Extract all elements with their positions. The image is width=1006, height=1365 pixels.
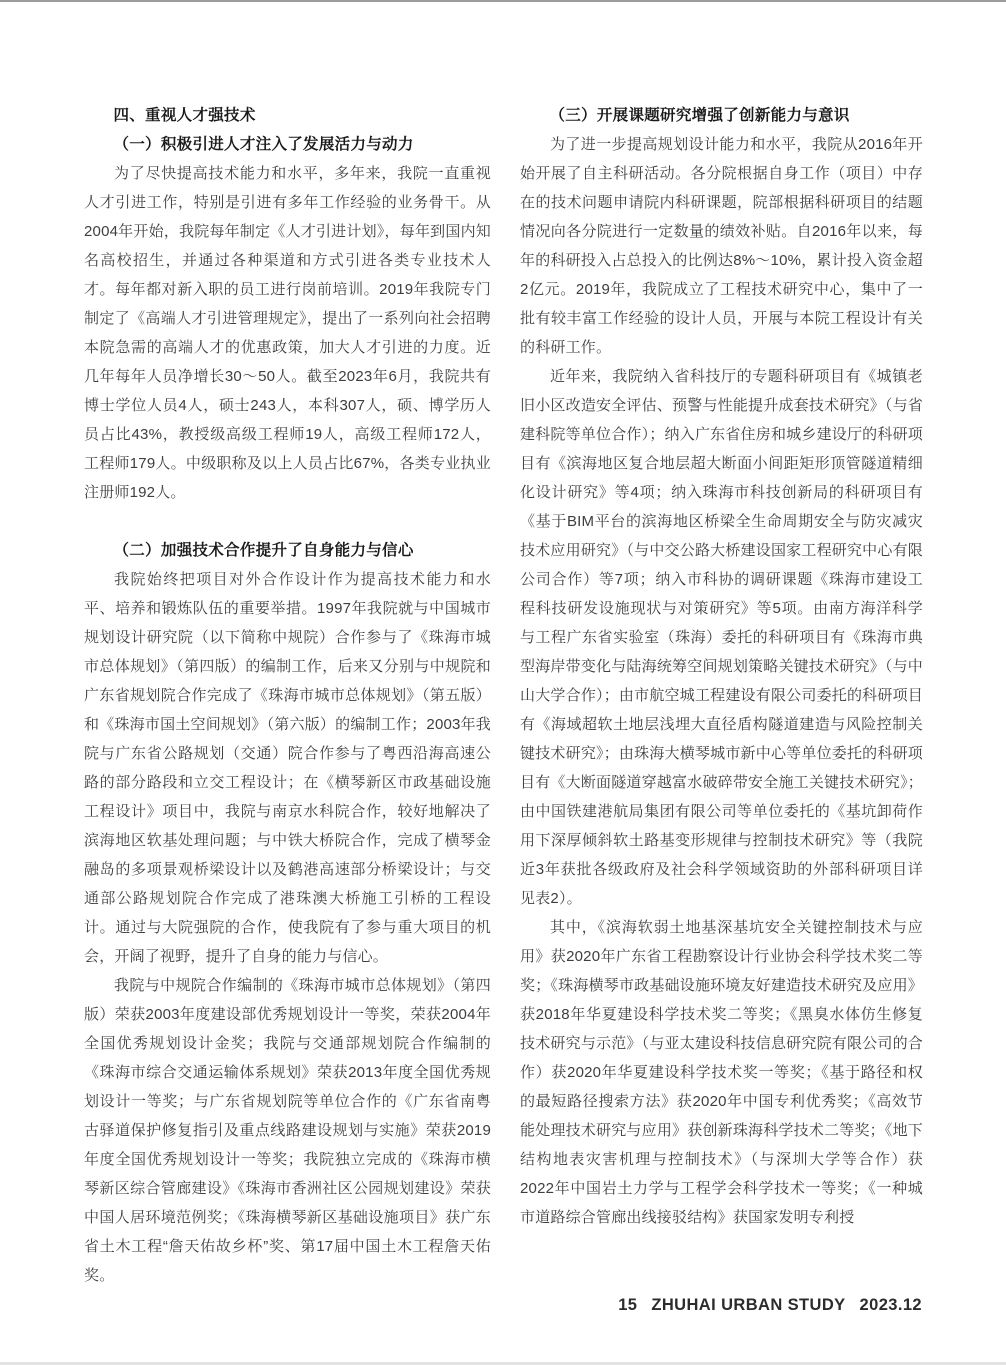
paragraph-awards: 我院与中规院合作编制的《珠海市城市总体规划》（第四版）荣获2003年度建设部优秀规划设计一等奖，荣获2004年全国优秀规划设计金奖；我院与交通部规划院合作编制的《珠海市综合交通运输体系规划》荣获2013年度全国优秀规划设计一等奖；与广东省规划院等单位合作的《广东省南粤古驿道保护修复指引及重点线路建设规划与实施》荣获2019年度全国优秀规划设计一等奖；我院独立完成的《珠海市横琴新区综合管廊建设》《珠海市香洲社区公园规划建设》荣获中国人居环境范例奖；《珠海横琴新区基础设施项目》获广东省土木工程“詹天佑故乡杯”奖、第17届中国土木工程詹天佑奖。 [84, 977, 491, 1284]
paragraph-research-intro: 为了进一步提高规划设计能力和水平，我院从2016年开始开展了自主科研活动。各分院根据自身工作（项目）中存在的技术问题申请院内科研课题，院部根据科研项目的结题情况向各分院进行一定数量的绩效补贴。自2016年以来，每年的科研投入占总投入的比例达8%～10%，累计投入资金超2亿元。2019年，我院成立了工程技术研究中心，集中了一批有较丰富工作经验的设计人员，开展与本院工程设计有关的科研工作。 [520, 136, 923, 356]
issue-date: 2023.12 [859, 1296, 922, 1314]
subsection-heading-1: （一）积极引进人才注入了发展活力与动力 [113, 136, 414, 153]
left-column [84, 101, 491, 1290]
paragraph-cooperation: 我院始终把项目对外合作设计作为提高技术能力和水平、培养和锻炼队伍的重要举措。1997年我院就与中国城市规划设计研究院（以下简称中规院）合作参与了《珠海市城市总体规划》（第四版）的编制工作，后来又分别与中规院和广东省规划院合作完成了《珠海市城市总体规划》（第五版）和《珠海市国土空间规划》（第六版）的编制工作；2003年我院与广东省公路规划（交通）院合作参与了粤西沿海高速公路的部分路段和立交工程设计；在《横琴新区市政基础设施工程设计》项目中，我院与南京水科院合作，较好地解决了滨海地区软基处理问题；与中铁大桥院合作，完成了横琴金融岛的多项景观桥梁设计以及鹤港高速部分桥梁设计；与交通部公路规划院合作完成了港珠澳大桥施工引桥的工程设计。通过与大院强院的合作，使我院有了参与重大项目的机会，开阔了视野，提升了自身的能力与信心。 [84, 571, 491, 965]
page-number: 15 [618, 1296, 638, 1314]
journal-title: ZHUHAI URBAN STUDY [651, 1296, 846, 1314]
section-heading: 四、重视人才强技术 [113, 107, 256, 124]
paragraph-research-awards: 其中，《滨海软弱土地基深基坑安全关键控制技术与应用》获2020年广东省工程勘察设计行业协会科学技术奖二等奖；《珠海横琴市政基础设施环境友好建造技术研究及应用》获2018年华夏建设科学技术奖二等奖；《黑臭水体仿生修复技术研究与示范》（与亚太建设科技信息研究院有限公司的合作）获2020年华夏建设科学技术奖一等奖；《基于路径和权的最短路径搜索方法》获2020年中国专利优秀奖；《高效节能处理技术研究与应用》获创新珠海科学技术二等奖；《地下结构地表灾害机理与控制技术》（与深圳大学等合作）获2022年中国岩土力学与工程学会科学技术一等奖；《一种城市道路综合管廊出线接驳结构》获国家发明专利授 [520, 919, 923, 1226]
paragraph-research-projects: 近年来，我院纳入省科技厅的专题科研项目有《城镇老旧小区改造安全评估、预警与性能提升成套技术研究》（与省建科院等单位合作）；纳入广东省住房和城乡建设厅的科研项目有《滨海地区复合地层超大断面小间距矩形顶管隧道精细化设计研究》等4项；纳入珠海市科技创新局的科研项目有《基于BIM平台的滨海地区桥梁全生命周期安全与防灾减灾技术应用研究》（与中交公路大桥建设国家工程研究中心有限公司合作）等7项；纳入市科协的调研课题《珠海市建设工程科技研发设施现状与对策研究》等5项。由南方海洋科学与工程广东省实验室（珠海）委托的科研项目有《珠海市典型海岸带变化与陆海统筹空间规划策略关键技术研究》（与中山大学合作）；由市航空城工程建设有限公司委托的科研项目有《海域超软土地层浅埋大直径盾构隧道建造与风险控制关键技术研究》；由珠海大横琴城市新中心等单位委托的科研项目有《大断面隧道穿越富水破碎带安全施工关键技术研究》；由中国铁建港航局集团有限公司等单位委托的《基坑卸荷作用下深厚倾斜软土路基变形规律与控制技术研究》等（我院近3年获批各级政府及社会科学领域资助的外部科研项目详见表2）。 [520, 368, 923, 907]
page-top-edge [0, 0, 1006, 2]
page-footer [618, 1296, 922, 1315]
paragraph-talent-intro: 为了尽快提高技术能力和水平，多年来，我院一直重视人才引进工作，特别是引进有多年工作经验的业务骨干。从2004年开始，我院每年制定《人才引进计划》，每年到国内知名高校招生，并通过各种渠道和方式引进各类专业技术人才。每年都对新入职的员工进行岗前培训。2019年我院专门制定了《高端人才引进管理规定》，提出了一系列向社会招聘本院急需的高端人才的优惠政策，加大人才引进的力度。近几年每年人员净增长30～50人。截至2023年6月，我院共有博士学位人员4人，硕士243人，本科307人，硕、博学历人员占比43%，教授级高级工程师19人，高级工程师172人，工程师179人。中级职称及以上人员占比67%，各类专业执业注册师192人。 [84, 165, 491, 501]
right-column [520, 101, 923, 1232]
subsection-heading-3: （三）开展课题研究增强了创新能力与意识 [549, 107, 850, 124]
subsection-heading-2: （二）加强技术合作提升了自身能力与信心 [113, 542, 414, 559]
